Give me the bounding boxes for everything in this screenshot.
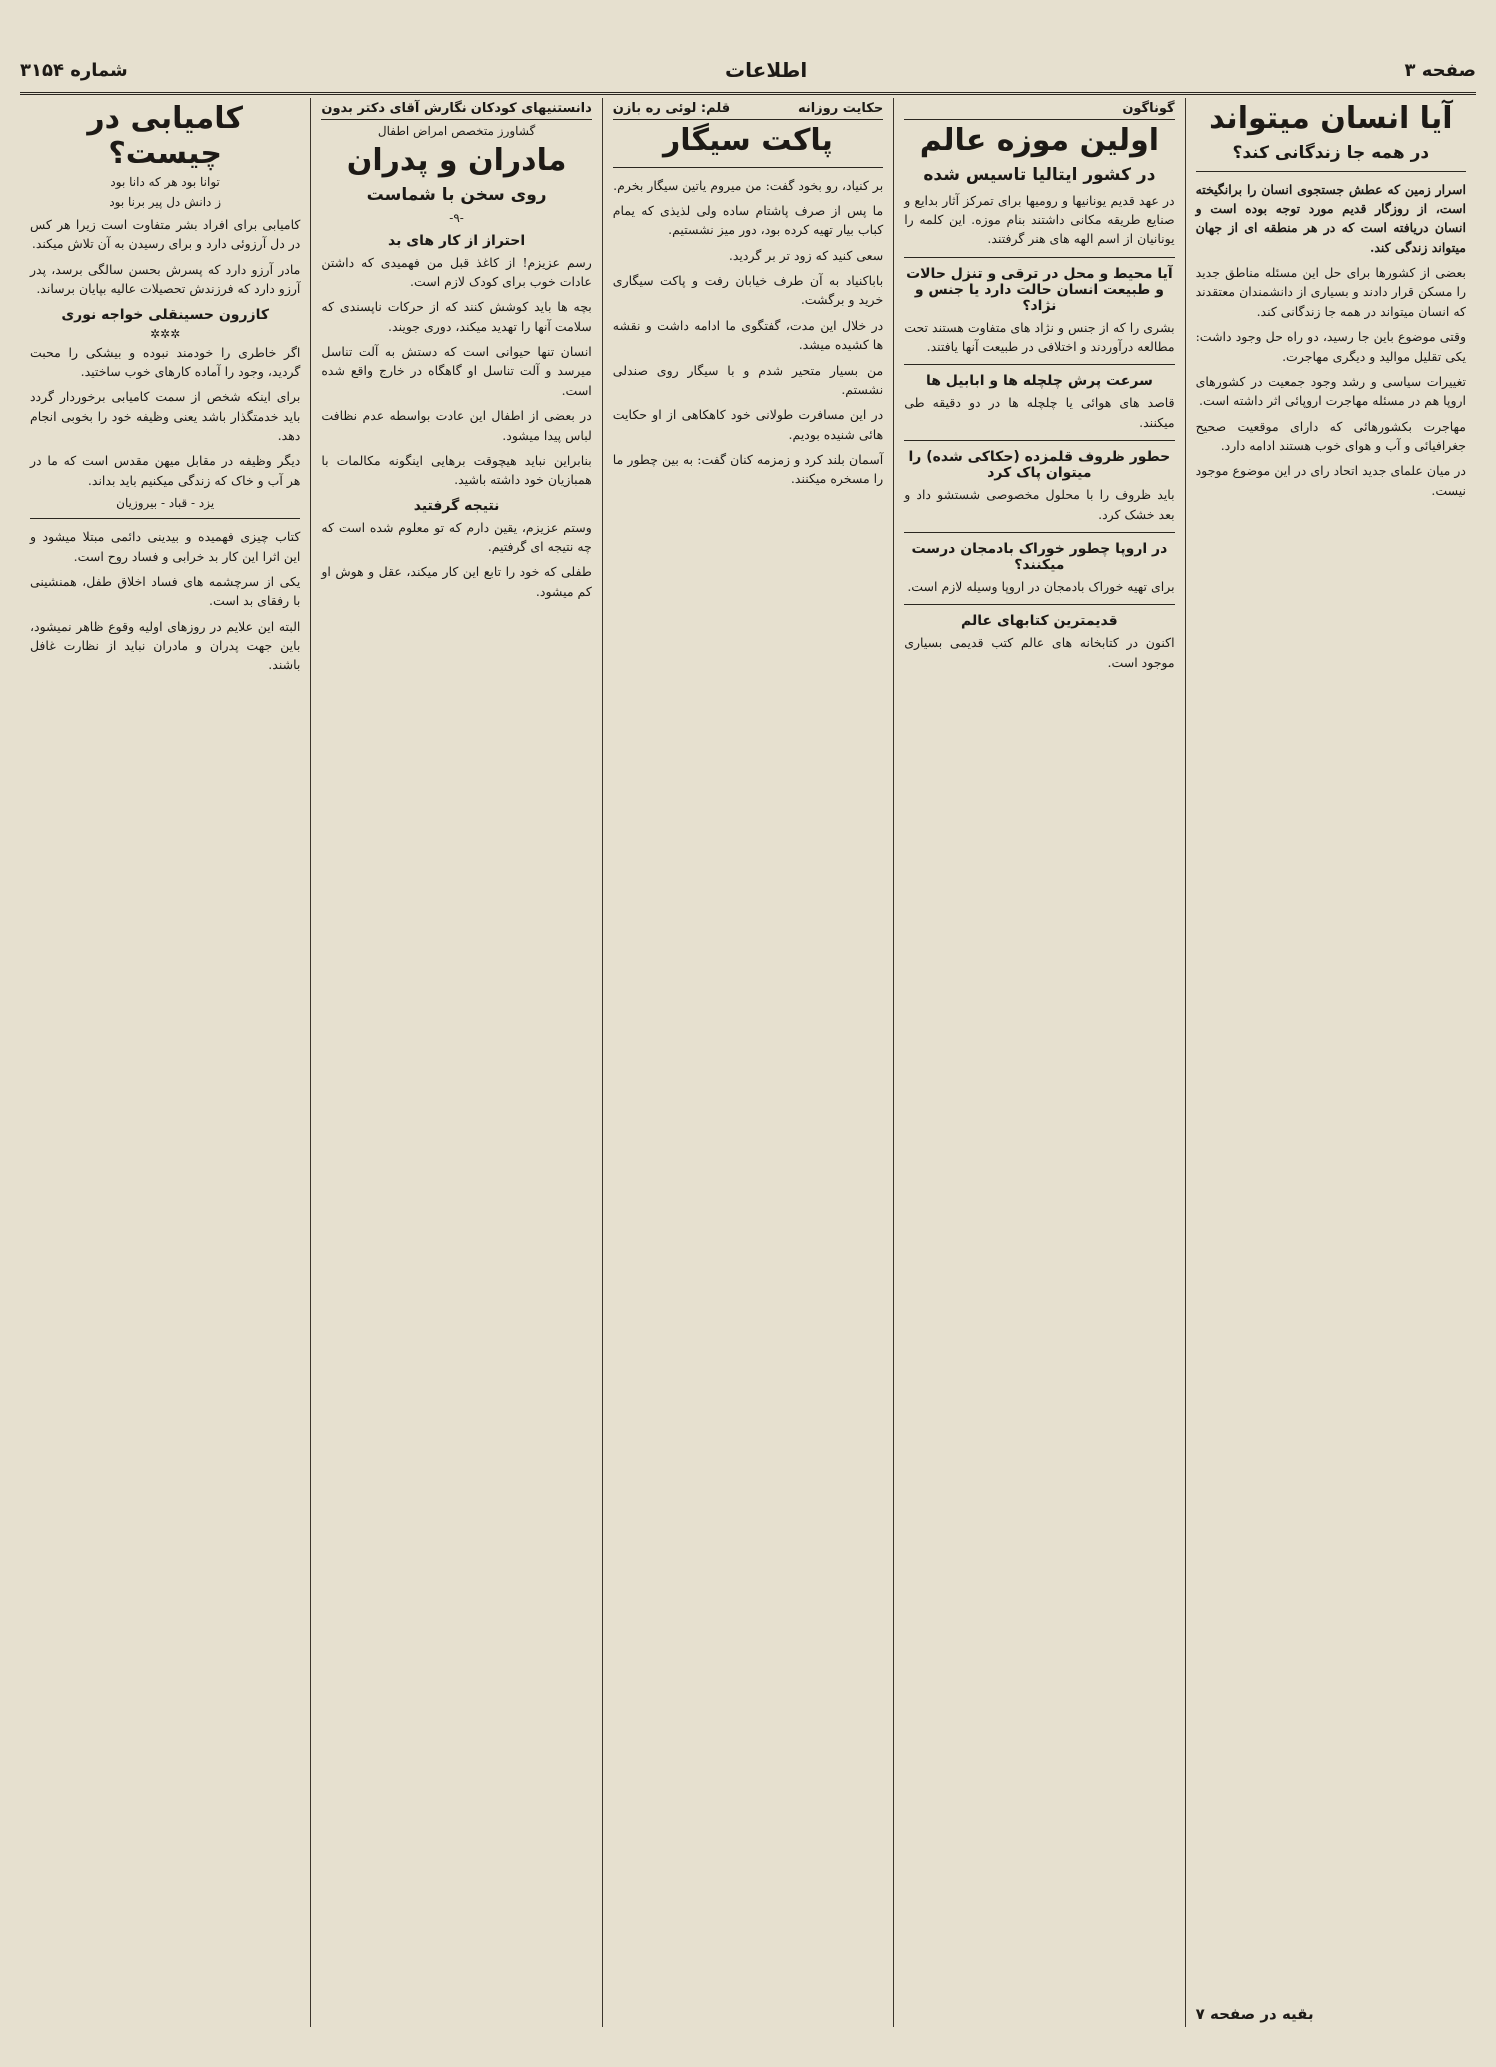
paragraph: کتاب چیزی فهمیده و بیدینی دائمی مبتلا میشود و این اثرا این کار بد خرابی و فساد روح است. [29, 529, 301, 564]
author-credit: نگارش آقای دکتر بدون [321, 101, 467, 116]
paragraph: باباکنیاد به آن طرف خیابان رفت و پاکت سیگاری خرید و برگشت. [612, 273, 884, 308]
column-success [20, 98, 310, 2027]
section-heading: آیا محیط و محل در ترقی و تنزل حالات و طبیعت انسان حالت دارد یا جنس و نژاد؟ [906, 265, 1173, 314]
divider [30, 518, 300, 519]
paragraph: اکنون در کتابخانه های عالم کتب قدیمی بسیاری موجود است. [904, 635, 1175, 670]
author-name: کازرون حسینقلی خواجه نوری [61, 306, 270, 323]
article-title: کامیابی در چیست؟ [87, 101, 243, 171]
section-heading: نتیجه گرفتید [413, 497, 500, 514]
paragraph: بر کنیاد، رو بخود گفت: من میروم یاتین سیگار بخرم. [613, 177, 884, 193]
article-subtitle: در همه جا زندگانی کند؟ [1232, 142, 1430, 163]
paragraph: بعضی از کشورها برای حل این مسئله مناطق جدید را مسکن قرار دادند و بسیاری از دانشمندان معتقدند که انسان میتواند در همه جا زندگانی کند. [1195, 265, 1466, 319]
kicker-label: حکایت روزانه [797, 101, 884, 116]
paragraph: یکی از سرچشمه های فساد اخلاق طفل، همنشینی با رفقای بد است. [29, 573, 301, 609]
paragraph: در عهد قدیم یونانیها و رومیها برای تمرکز آثار بدایع و صنایع طریقه مکانی داشتند بنام موزه. این کلمه را یونانیان از اسم الهه های هنر گرفتند. [904, 192, 1175, 247]
part-number: -۹- [449, 210, 464, 225]
section-heading: حطور ظروف قلمزده (حکاکی شده) را میتوان پاک کرد [908, 449, 1171, 482]
paragraph: من بسیار متحیر شدم و با سیگار روی صندلی نشستم. [612, 362, 884, 397]
paragraph: سعی کنید که زود تر بر گردید. [728, 247, 884, 263]
section-heading: در اروپا چطور خوراک بادمجان درست میکنند؟ [911, 540, 1168, 573]
paragraph: برای تهیه خوراک بادمجان در اروپا وسیله لازم است. [907, 578, 1175, 594]
divider [1196, 171, 1466, 172]
paragraph: مادر آرزو دارد که پسرش بحسن سالگی برسد، پدر آرزو دارد که فرزندش تحصیلات عالیه بپایان برساند. [29, 261, 301, 297]
paragraph: البته این علایم در روزهای اولیه وقوع ظاهر نمیشود، باین جهت پدران و مادران نباید از نظارت غافل باشند. [29, 618, 301, 673]
paragraph: باید ظروف را با محلول مخصوصی شستشو داد و بعد خشک کرد. [904, 487, 1175, 522]
paragraph: مهاجرت بکشورهائی که دارای موقعیت صحیح جغرافیائی و آب و هوای خوب هستند ادامه دارد. [1195, 418, 1466, 453]
paper-name: اطلاعات [725, 58, 808, 82]
section-kicker [613, 98, 883, 120]
column-child-knowledge [310, 98, 601, 2027]
paragraph: اگر خاطری را خودمند نبوده و بیشکی را محبت گردید، وجود را آماده کارهای خوب ساختید. [29, 344, 301, 379]
article-title: آیا انسان میتواند [1209, 101, 1453, 136]
section-heading: احتراز از کار های بد [388, 232, 526, 249]
divider [904, 440, 1174, 441]
section-heading: سرعت پرش چلچله ها و ابابیل ها [925, 373, 1153, 390]
article-title: مادران و پدران [346, 143, 567, 178]
issue-label: شماره ۳۱۵۴ [20, 59, 128, 81]
paragraph: ما پس از صرف پاشتام ساده ولی لذیذی که یمام کباب بیار تهیه کرده بود، دور میز نشستیم. [612, 202, 884, 238]
paragraph: بنابراین نباید هیچوقت برهایی اینگونه مکالمات با همبازیان خود داشته باشید. [321, 452, 592, 488]
paragraph: بشری را که از جنس و نژاد های متفاوت هستند تحت مطالعه درآوردند و اختلافی در طبیعت آنها یافتند. [904, 319, 1175, 354]
paragraph: تغییرات سیاسی و رشد وجود جمعیت در کشورهای اروپا هم در مسئله مهاجرت اروپائی اثر داشته است. [1195, 373, 1466, 409]
continued-note: بقیه در صفحه ۷ [1195, 2005, 1314, 2023]
kicker-label: دانستنیهای کودکان [470, 101, 592, 116]
section-kicker [321, 98, 591, 120]
newspaper-page [20, 20, 1476, 2027]
paragraph: در خلال این مدت، گفتگوی ما ادامه داشت و نقشه ها کشیده میشد. [612, 317, 884, 353]
article-subtitle: در کشور ایتالیا تاسیس شده [923, 164, 1156, 185]
paragraph: برای اینکه شخص از سمت کامیابی برخوردار گردد باید خدمتگذار باشد یعنی وظیفه خود را بخوبی انجام دهد. [29, 389, 301, 443]
masthead [20, 48, 1476, 95]
paragraph: در میان علمای جدید اتحاد رای در این موضوع موجود نیست. [1195, 463, 1466, 498]
article-subtitle: روی سخن با شماست [366, 184, 547, 205]
divider [904, 364, 1174, 365]
divider [904, 532, 1174, 533]
paragraph: در بعضی از اطفال این عادت بواسطه عدم نظافت لباس پیدا میشود. [321, 408, 592, 443]
divider [904, 604, 1174, 605]
column-article-human-living [1185, 98, 1476, 2027]
paragraph: آسمان بلند کرد و زمزمه کنان گفت: به بین چطور ما را مسخره میکنند. [612, 452, 884, 487]
paragraph: در این مسافرت طولانی خود کاهکاهی از او حکایت هائی شنیده بودیم. [612, 407, 884, 442]
column-miscellany [893, 98, 1184, 2027]
author-credit: قلم: لوئی ره بازن [612, 101, 731, 116]
paragraph: وقتی موضوع باین جا رسید، دو راه حل وجود داشت: یکی تقلیل موالید و دیگری مهاجرت. [1195, 329, 1466, 364]
section-kicker [904, 98, 1174, 120]
paragraph: طفلی که خود را تابع این کار میکند، عقل و هوش او کم میشود. [321, 564, 592, 599]
ornament: ✲✲✲ [150, 326, 181, 341]
divider [613, 167, 883, 168]
section-heading: قدیمترین کتابهای عالم [961, 613, 1118, 630]
kicker-label: گوناگون [1122, 101, 1175, 116]
signature: یزد - قباد - بیروزیان [116, 496, 215, 511]
paragraph: وستم عزیزم، یقین دارم که تو معلوم شده است که چه نتیجه ای گرفتیم. [321, 519, 592, 554]
page-label: صفحه ۳ [1404, 59, 1476, 81]
article-title: اولین موزه عالم [919, 123, 1160, 158]
column-daily-story [602, 98, 893, 2027]
article-title: پاکت سیگار [663, 123, 833, 158]
paragraph: قاصد های هوائی یا چلچله ها در دو دقیقه طی میکنند. [904, 395, 1175, 430]
poem-line: توانا بود هر که دانا بود [110, 175, 220, 189]
poem-line: ز دانش دل پیر برنا بود [109, 195, 221, 209]
author-title: گشاورز متخصص امراض اطفال [377, 124, 536, 138]
divider [904, 257, 1174, 258]
paragraph: کامیابی برای افراد بشر متفاوت است زیرا هر کس در دل آرزوئی دارد و برای رسیدن به آن تلاش میکند. [29, 217, 301, 252]
paragraph: رسم عزیزم! از کاغذ قبل من فهمیدی که داشتن عادات خوب برای کودک لازم است. [321, 254, 592, 289]
paragraph: بچه ها باید کوشش کنند که از حرکات ناپسندی که سلامت آنها را تهدید میکند، دوری جویند. [321, 299, 592, 334]
paragraph: انسان تنها حیوانی است که دستش به آلت تناسل میرسد و آلت تناسل او گاهگاه در خارج واقع شده است. [321, 344, 592, 398]
article-columns [20, 98, 1476, 2027]
paragraph: دیگر وظیفه در مقابل میهن مقدس است که ما در هر آب و خاک که زندگی میکنیم باید بداند. [29, 453, 301, 488]
paragraph: اسرار زمین که عطش جستجوی انسان را برانگیخته است، از روزگار قدیم مورد توجه بوده است و انسان دریافته است که در هر منطقه ای از جهان میتواند زندگی کند. [1195, 181, 1466, 255]
